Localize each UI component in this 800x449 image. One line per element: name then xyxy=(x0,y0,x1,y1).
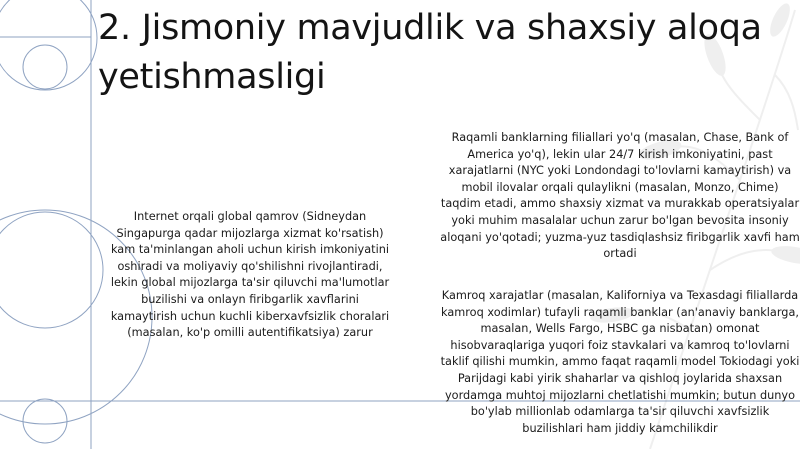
left-paragraph: Internet orqali global qamrov (Sidneydan Singapurga qadar mijozlarga xizmat ko'rsatish) kam ta'minlangan aholi uchun kirish imkoniyatini oshiradi va moliyaviy qo'shilishni rivojlantiradi, lekin global mijozlarga ta'sir qiluvchi ma'lumotlar buzilishi va onlayn firibgarlik xavflarini kamaytirish uchun kuchli kiberxavfsizlik choralari (masalan, ko'p omilli autentifikatsiya) zarur xyxy=(110,210,390,340)
slide-title: 2. Jismoniy mavjudlik va shaxsiy aloqa yetishmasligi xyxy=(98,8,762,97)
right-paragraph-top: Raqamli banklarning filiallari yo'q (masalan, Chase, Bank of America yo'q), lekin ular 24/7 kirish imkoniyatini, past xarajatlarni (NYC yoki Londondagi to'lovlarni kamaytirish) va mobil ilovalar orqali qulaylikni (masalan, Monzo, Chime) taqdim etadi, ammo shaxsiy xizmat va murakkab operatsiyalar yoki muhim masalalar uchun zarur bo'lgan bevosita insoniy aloqani yo'qotadi; yuzma-yuz tasdiqlashsiz firibgarlik xavfi ham ortadi xyxy=(440,131,800,261)
bottom-small-circle xyxy=(23,399,67,443)
top-small-circle xyxy=(23,45,67,89)
bottom-middle-circle xyxy=(0,212,103,328)
right-paragraph-bottom: Kamroq xarajatlar (masalan, Kaliforniya va Texasdagi filiallarda kamroq xodimlar) tufayli raqamli banklar (an'anaviy banklarga, masalan, Wells Fargo, HSBC ga nisbatan) omonat hisobvaraqlariga yuqori foiz stavkalari va kamroq to'lovlarni taklif qilishi mumkin, ammo faqat raqamli model Tokiodagi yoki Parijdagi kabi yirik shaharlar va qishloq joylarida shaxsan yordamga muhtoj mijozlarni chetlatishi mumkin; butun dunyo bo'ylab millionlab odamlarga ta'sir qiluvchi xavfsizlik buzilishlari ham jiddiy kamchilikdir xyxy=(440,289,800,435)
